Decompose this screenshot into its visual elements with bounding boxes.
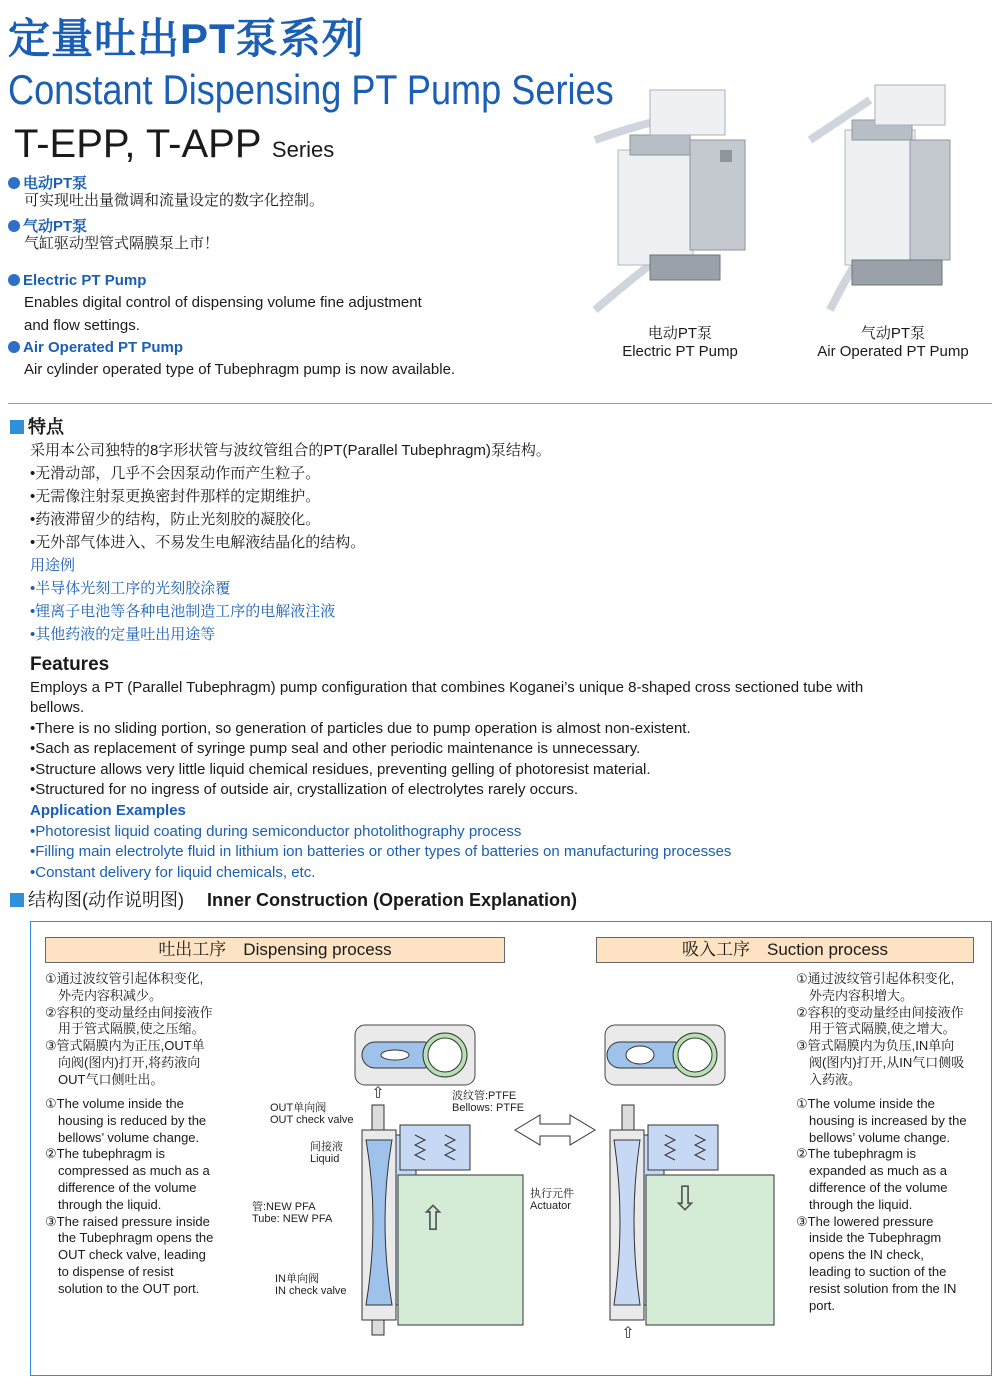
step-line: 阀(图内)打开,从IN气口侧吸 <box>796 1054 965 1070</box>
features-cn-item: •无滑动部，几乎不会因泵动作而产生粒子。 <box>30 465 321 482</box>
step-line: difference of the volume <box>796 1179 948 1195</box>
features-cn-item: •无外部气体进入、不易发生电解液结晶化的结构。 <box>30 534 366 551</box>
intro-en-heading-2: Air Operated PT Pump <box>8 339 183 356</box>
step-line: housing is reduced by the <box>45 1112 207 1128</box>
section-square-icon <box>10 893 24 907</box>
step-line: ①The volume inside the <box>45 1096 184 1111</box>
features-en-intro: Employs a PT (Parallel Tubephragm) pump configuration that combines Koganei’s unique 8-shaped cross sectioned tube with <box>30 679 864 696</box>
step-line: through the liquid. <box>45 1196 162 1212</box>
features-cn-app-heading: 用途例 <box>30 557 76 574</box>
features-cn-heading-text: 特点 <box>28 417 64 437</box>
intro-cn-text-2: 气缸驱动型管式隔膜泵上市！ <box>24 235 220 252</box>
features-cn-app: •锂离子电池等各种电池制造工序的电解液注液 <box>30 603 336 620</box>
label-actuator <box>530 1188 574 1212</box>
step-line: compressed as much as a <box>45 1163 210 1179</box>
step-line: ①通过波纹管引起体积变化, <box>45 971 204 986</box>
dispensing-tube-section <box>355 1025 475 1085</box>
section-square-icon <box>10 420 24 434</box>
label-text: 波纹管:PTFE <box>452 1090 517 1102</box>
step-line: the Tubephragm opens the <box>45 1230 214 1246</box>
svg-text:⇧: ⇧ <box>621 1323 635 1340</box>
label-out-valve <box>270 1102 354 1126</box>
step-line: ②容积的变动量经由间接液作 <box>45 1004 213 1020</box>
label-bellows <box>452 1090 524 1114</box>
product-caption-electric-en: Electric PT Pump <box>622 343 738 360</box>
intro-en-line-2: and flow settings. <box>24 317 140 334</box>
svg-text:⇧: ⇧ <box>418 1199 448 1239</box>
step-line: solution to the OUT port. <box>45 1280 200 1296</box>
step-line: through the liquid. <box>796 1196 913 1212</box>
page-title-cn: 定量吐出PT泵系列 <box>8 15 365 62</box>
svg-text:⇧: ⇧ <box>371 1083 385 1102</box>
step-line: ①通过波纹管引起体积变化, <box>796 971 955 986</box>
label-tube <box>252 1201 332 1225</box>
intro-cn-heading-1: 电动PT泵 <box>8 172 87 193</box>
step-line: ②The tubephragm is <box>45 1146 166 1162</box>
page-title-en: Constant Dispensing PT Pump Series <box>8 66 614 113</box>
electric-pump-photo <box>595 90 745 310</box>
step-line: ②容积的变动量经由间接液作 <box>796 1004 964 1020</box>
series-name <box>14 122 334 167</box>
label-text: 间接液 <box>310 1141 343 1153</box>
step-line: 入药液。 <box>796 1071 862 1087</box>
suction-title: 吸入工序 Suction process <box>596 937 974 963</box>
features-en-app: •Filling main electrolyte fluid in lithium ion batteries or other types of batteries on manufacturing processes <box>30 843 732 860</box>
construction-heading <box>10 886 577 912</box>
step-line: 外壳内容积减少。 <box>45 987 163 1003</box>
label-liquid <box>310 1141 343 1165</box>
step-line: ③管式隔膜内为负压,IN单向 <box>796 1038 955 1054</box>
divider <box>8 403 992 404</box>
product-caption-air <box>793 325 993 361</box>
label-text: 管:NEW PFA <box>252 1201 316 1213</box>
features-en-item: •There is no sliding portion, so generation of particles due to pump operation is almost non-existent. <box>30 720 691 737</box>
air-operated-pump-photo <box>810 85 950 310</box>
step-line: opens the IN check, <box>796 1247 924 1263</box>
label-text: Liquid <box>310 1153 340 1165</box>
product-caption-air-cn: 气动PT泵 <box>860 325 926 342</box>
label-text: IN单向阀 <box>275 1273 319 1285</box>
label-text: Actuator <box>530 1200 571 1212</box>
step-line: 用于管式隔膜,使之压缩。 <box>45 1021 205 1037</box>
construction-heading-en: Inner Construction (Operation Explanation) <box>207 890 578 910</box>
step-line: leading to suction of the <box>796 1263 947 1279</box>
features-cn-heading <box>10 413 64 439</box>
product-caption-air-en: Air Operated PT Pump <box>817 343 969 360</box>
step-line: ③The lowered pressure <box>796 1213 934 1229</box>
step-line: difference of the volume <box>45 1179 197 1195</box>
step-line: OUT check valve, leading <box>45 1247 206 1263</box>
dispensing-title: 吐出工序 Dispensing process <box>45 937 505 963</box>
construction-heading-cn: 结构图(动作说明图) <box>28 890 184 910</box>
features-en-heading: Features <box>30 654 110 675</box>
label-text: 执行元件 <box>530 1188 574 1200</box>
suction-body <box>610 1105 774 1340</box>
step-line: OUT气口侧吐出。 <box>45 1071 164 1087</box>
features-en-item: •Structured for no ingress of outside air, crystallization of electrolytes rarely occurs. <box>30 781 578 798</box>
label-text: OUT单向阀 <box>270 1102 327 1114</box>
dispensing-body <box>362 1083 523 1335</box>
features-en-intro: bellows. <box>30 699 85 716</box>
step-line: 外壳内容积增大。 <box>796 987 914 1003</box>
features-en-item: •Sach as replacement of syringe pump seal and other periodic maintenance is unnecessary. <box>30 740 641 757</box>
dispensing-steps-cn <box>45 971 235 1089</box>
step-line: ②The tubephragm is <box>796 1146 917 1162</box>
series-suffix: Series <box>271 137 335 162</box>
features-cn-app: •半导体光刻工序的光刻胶涂覆 <box>30 580 231 597</box>
suction-steps-en <box>796 1096 976 1314</box>
step-line: ③The raised pressure inside <box>45 1213 210 1229</box>
intro-en-line-3: Air cylinder operated type of Tubephragm pump is now available. <box>24 361 456 378</box>
product-caption-electric-cn: 电动PT泵 <box>647 325 713 342</box>
label-in-valve <box>275 1273 347 1297</box>
step-line: bellows’ volume change. <box>796 1129 951 1145</box>
step-line: to dispense of resist <box>45 1263 174 1279</box>
step-line: port. <box>796 1297 836 1313</box>
features-cn-item: •无需像注射泵更换密封件那样的定期维护。 <box>30 488 321 505</box>
product-photos <box>590 80 990 320</box>
features-en-item: •Structure allows very little liquid chemical residues, preventing gelling of photoresist material. <box>30 761 651 778</box>
step-line: housing is increased by the <box>796 1112 967 1128</box>
intro-cn-text-1: 可实现吐出量微调和流量设定的数字化控制。 <box>24 192 325 209</box>
step-line: 向阀(图内)打开,将药液向 <box>45 1054 201 1070</box>
step-line: ③管式隔膜内为正压,OUT单 <box>45 1038 205 1054</box>
step-line: resist solution from the IN <box>796 1280 957 1296</box>
features-en-app: •Photoresist liquid coating during semiconductor photolithography process <box>30 823 522 840</box>
suction-tube-section <box>605 1025 725 1085</box>
label-text: IN check valve <box>275 1285 347 1297</box>
step-line: expanded as much as a <box>796 1163 948 1179</box>
features-en-app: •Constant delivery for liquid chemicals, etc. <box>30 864 316 881</box>
intro-cn-heading-2: 气动PT泵 <box>8 215 87 236</box>
step-line: inside the Tubephragm <box>796 1230 942 1246</box>
svg-text:⇩: ⇩ <box>670 1179 700 1219</box>
product-caption-electric <box>580 325 780 361</box>
step-line: ①The volume inside the <box>796 1096 935 1111</box>
features-cn-item: •药液滞留少的结构，防止光刻胶的凝胶化。 <box>30 511 321 528</box>
features-en-app-heading: Application Examples <box>30 802 186 819</box>
features-cn-intro: 采用本公司独特的8字形状管与波纹管组合的PT(Parallel Tubephragm)泵结构。 <box>30 442 551 459</box>
step-line: 用于管式隔膜,使之增大。 <box>796 1021 956 1037</box>
dispensing-steps-en <box>45 1096 225 1298</box>
double-arrow-icon <box>515 1115 595 1145</box>
series-main: T-EPP, T-APP <box>14 122 261 166</box>
intro-en-heading-1: Electric PT Pump <box>8 272 146 289</box>
label-text: Tube: NEW PFA <box>252 1213 333 1225</box>
intro-en-line-1: Enables digital control of dispensing volume fine adjustment <box>24 294 422 311</box>
features-cn-app: •其他药液的定量吐出用途等 <box>30 626 216 643</box>
label-text: Bellows: PTFE <box>452 1102 525 1114</box>
label-text: OUT check valve <box>270 1114 354 1126</box>
suction-steps-cn <box>796 971 986 1089</box>
step-line: bellows’ volume change. <box>45 1129 200 1145</box>
